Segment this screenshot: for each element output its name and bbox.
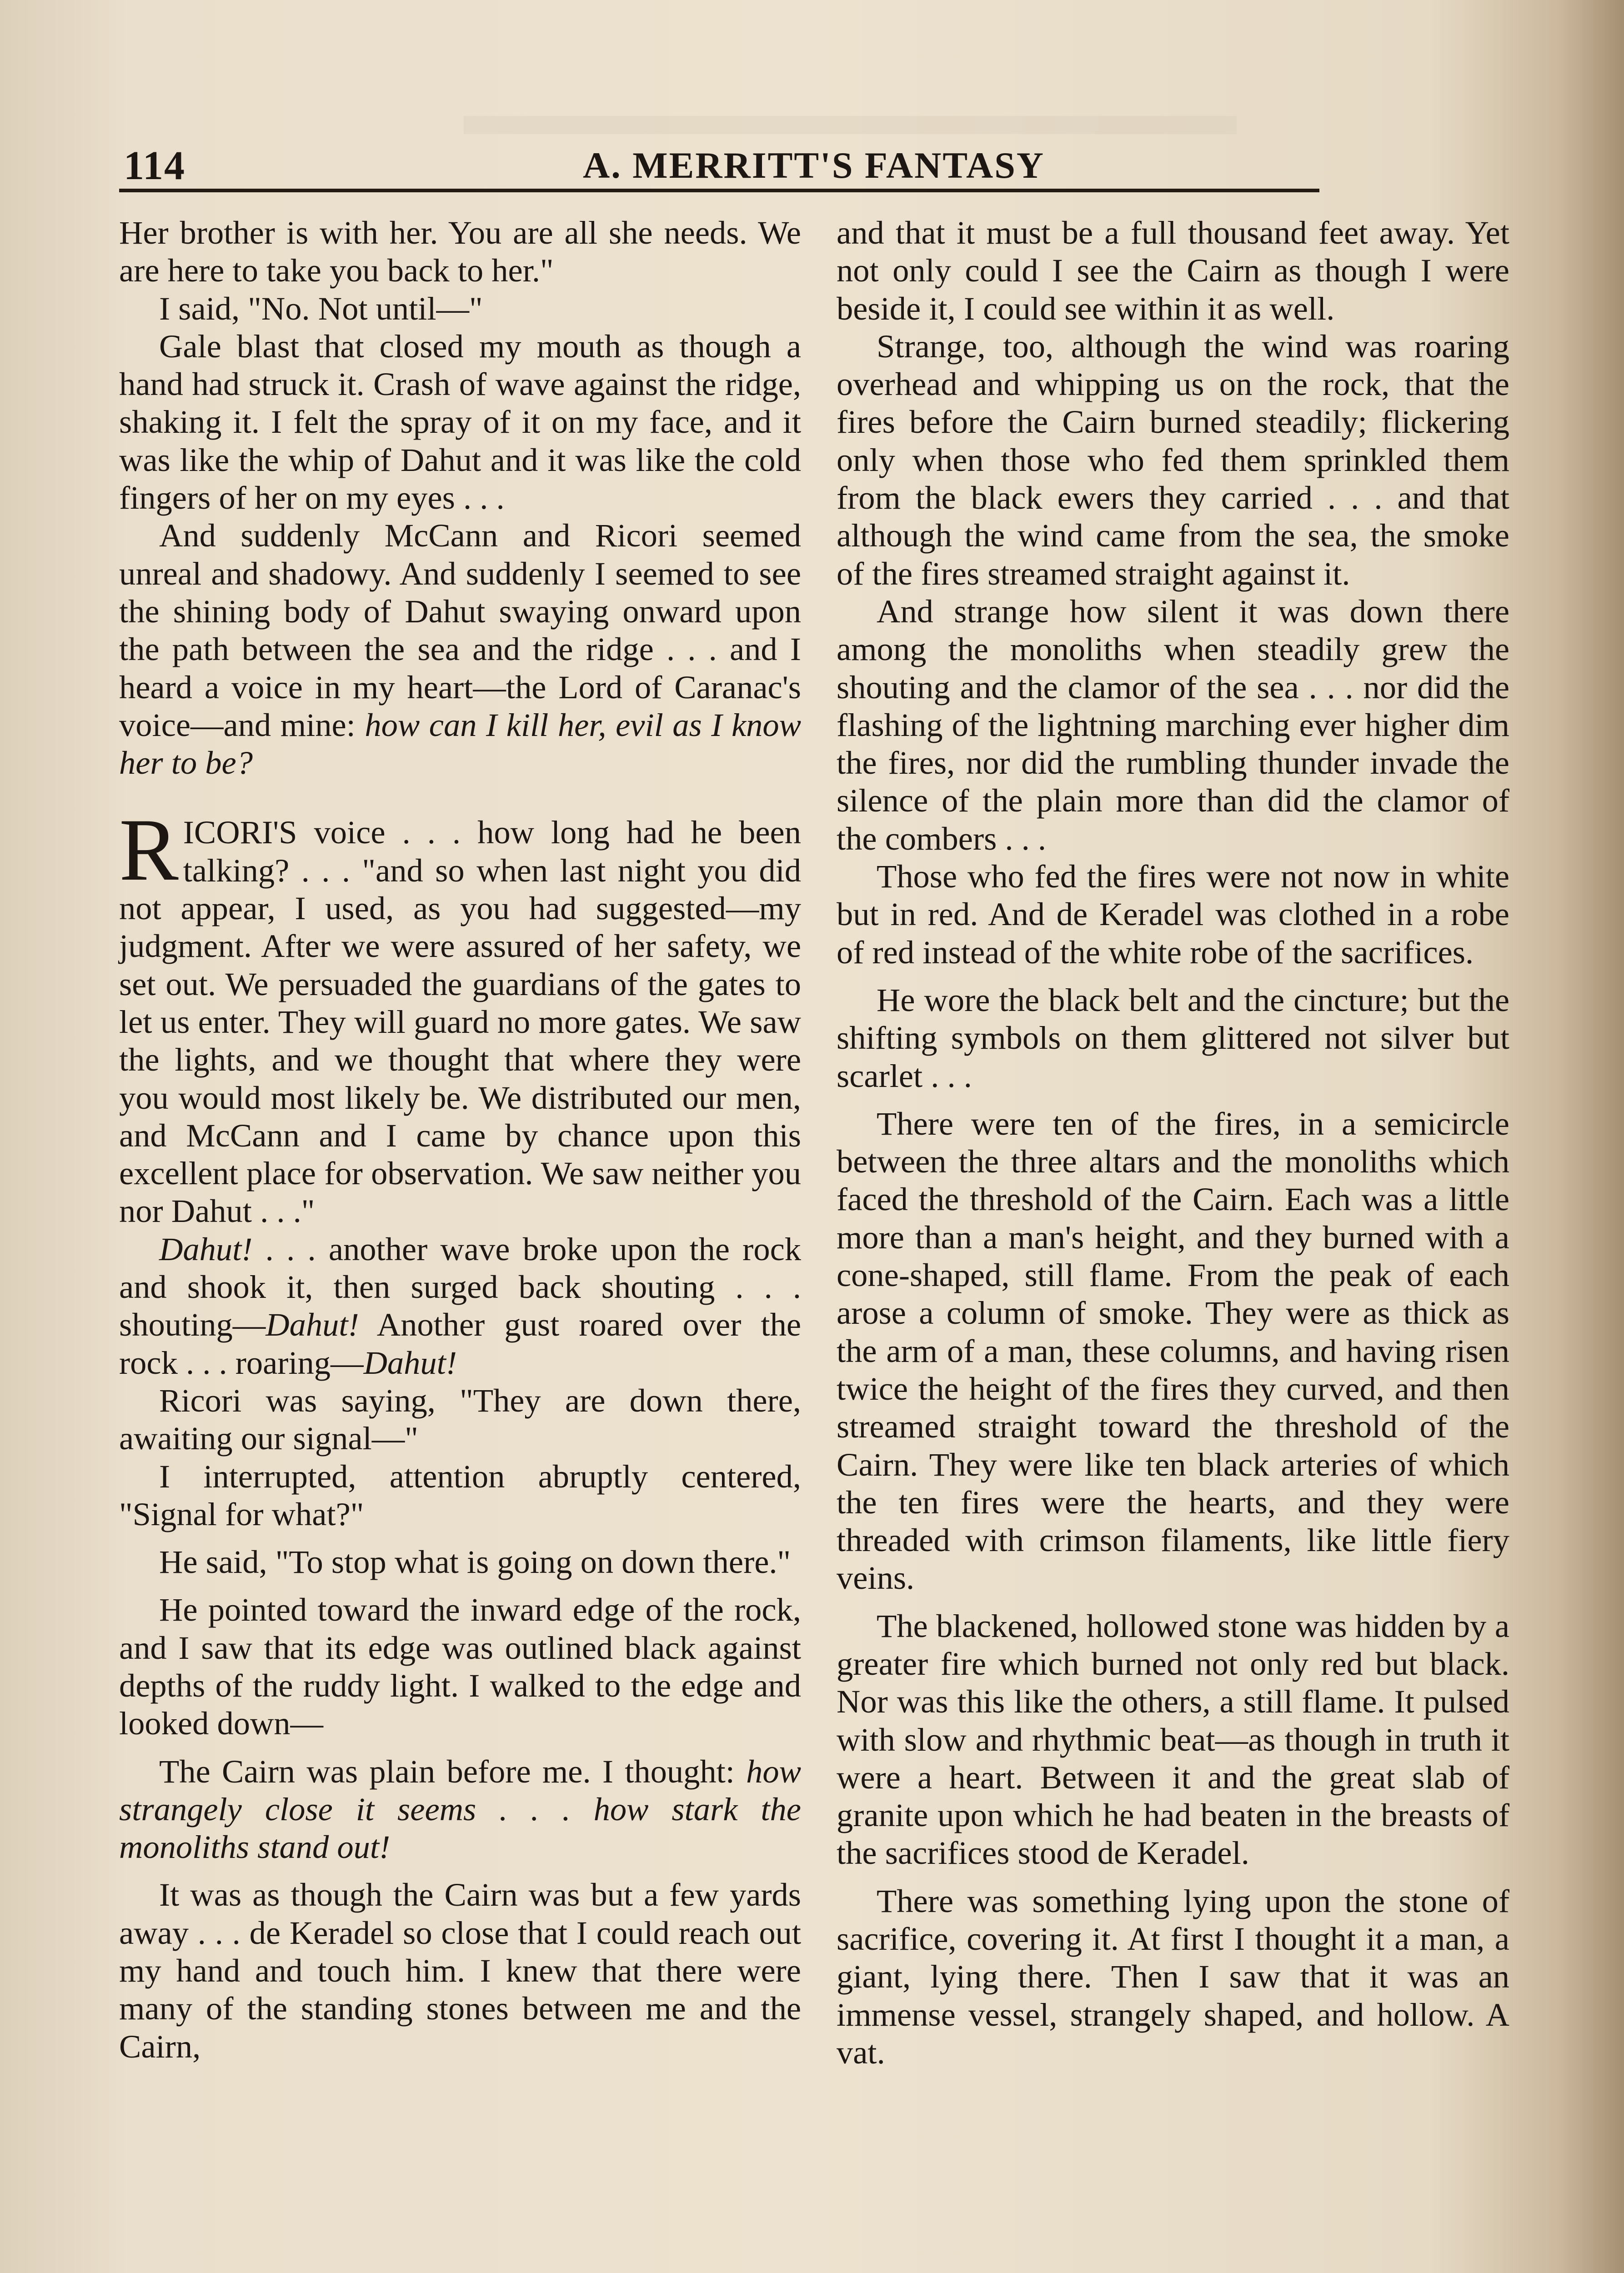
paragraph: The blackened, hollowed stone was hidden by a greater fire which burned not only red but black. Nor was this like the others, a still flame. It pulsed with slow and rhythmic beat—as though in truth it were a heart. Between it and the great slab of granite upon which he had beaten in the breasts of the sacrifices stood de Keradel. — [837, 1607, 1509, 1872]
text-run: The Cairn was plain before me. I thought: — [159, 1752, 735, 1790]
paragraph: and that it must be a full thousand feet away. Yet not only could I see the Cairn as though I were beside it, I could see within it as well. — [837, 214, 1509, 327]
italic-text: Dahut! — [363, 1344, 457, 1381]
text-run: ICORI'S voice . . . how long had he been talking? . . . "and so when last night you did not appear, I used, as you had suggested—my judgment. After we were assured of her safety, we set out. We persuaded the guardians of the gates to let us enter. They will guard no more gates. We saw the lights, and we thought that where they were you would most likely be. We distributed our men, and McCann and I came by chance upon this excellent place for observation. We saw neither you nor Dahut . . ." — [119, 814, 801, 1230]
text-run: And suddenly McCann and Ricori seemed unreal and shadowy. And suddenly I seemed to see the shining body of Dahut swaying onward upon the path between the sea and the ridge . . . and I heard a voice in my heart—the Lord of Caranac's voice—and mine: — [119, 517, 801, 743]
paragraph: I interrupted, attention abruptly centered, "Signal for what?" — [119, 1457, 801, 1532]
paragraph: He said, "To stop what is going on down there." — [159, 1543, 791, 1581]
paragraph — [119, 1752, 801, 1866]
drop-cap: R — [119, 801, 179, 900]
paragraph: There were ten of the fires, in a semicircle between the three altars and the monoliths which faced the threshold of the Cairn. Each was a little more than a man's height, and they burned with a cone-shaped, still flame. From the peak of each arose a column of smoke. They were as thick as the arm of a man, these columns, and having risen twice the height of the fires they curved, and then streamed straight toward the threshold of the Cairn. They were like ten black arteries of which the ten fires were the hearts, and they were threaded with crimson filaments, like little fiery veins. — [837, 1105, 1509, 1597]
paragraph: Gale blast that closed my mouth as though a hand had struck it. Crash of wave against the ridge, shaking it. I felt the spray of it on my face, and it was like the whip of Dahut and it was like the cold fingers of her on my eyes . . . — [119, 327, 801, 516]
paragraph — [119, 1230, 801, 1382]
paragraph: Her brother is with her. You are all she needs. We are here to take you back to her." — [119, 214, 801, 289]
italic-text: how can I kill her, evil as I know her to be? — [119, 706, 801, 781]
paragraph: Ricori was saying, "They are down there, awaiting our signal—" — [119, 1382, 801, 1457]
paragraph: He pointed toward the inward edge of the rock, and I saw that its edge was outlined black against depths of the ruddy light. I walked to the edge and looked down— — [119, 1591, 801, 1742]
paragraph: Strange, too, although the wind was roaring overhead and whipping us on the rock, that the fires before the Cairn burned steadily; flickering only when those who fed them sprinkled them from the black ewers they carried . . . and that although the wind came from the sea, the smoke of the fires streamed straight against it. — [837, 327, 1509, 592]
paragraph: And strange how silent it was down there among the monoliths when steadily grew the shouting and the clamor of the sea . . . nor did the flashing of the lightning marching ever higher dim the fires, nor did the rumbling thunder invade the silence of the plain more than did the clamor of the combers . . . — [837, 592, 1509, 857]
paragraph — [119, 516, 801, 781]
left-column — [119, 214, 801, 2065]
italic-text: how strangely close it seems . . . how stark the monoliths stand out! — [119, 1752, 801, 1866]
page-header — [119, 139, 1319, 192]
running-head: A. MERRITT'S FANTASY — [583, 145, 1045, 186]
right-column — [837, 214, 1509, 2071]
paragraph: He wore the black belt and the cincture; but the shifting symbols on them glittered not silver but scarlet . . . — [837, 981, 1509, 1094]
text-run: Another gust roared over the rock . . . roaring— — [119, 1306, 801, 1381]
paragraph: It was as though the Cairn was but a few yards away . . . de Keradel so close that I could reach out my hand and touch him. I knew that there were many of the standing stones between me and the Cairn, — [119, 1876, 801, 2065]
paragraph: I said, "No. Not until—" — [159, 290, 483, 327]
italic-text: Dahut! — [159, 1230, 253, 1267]
italic-text: Dahut! — [266, 1306, 359, 1343]
page-number: 114 — [124, 143, 186, 188]
paragraph-dropcap — [119, 801, 801, 1230]
paragraph: Those who fed the fires were not now in white but in red. And de Keradel was clothed in a robe of red instead of the white robe of the sacrifices. — [837, 858, 1509, 971]
bleed-through-strip — [464, 116, 1237, 134]
paragraph: There was something lying upon the stone of sacrifice, covering it. At first I thought it a man, a giant, lying there. Then I saw that it was an immense vessel, strangely shaped, and hollow. A vat. — [837, 1882, 1509, 2071]
text-run: . . . another wave broke upon the rock and shook it, then surged back shouting . . . shouting— — [119, 1230, 801, 1343]
